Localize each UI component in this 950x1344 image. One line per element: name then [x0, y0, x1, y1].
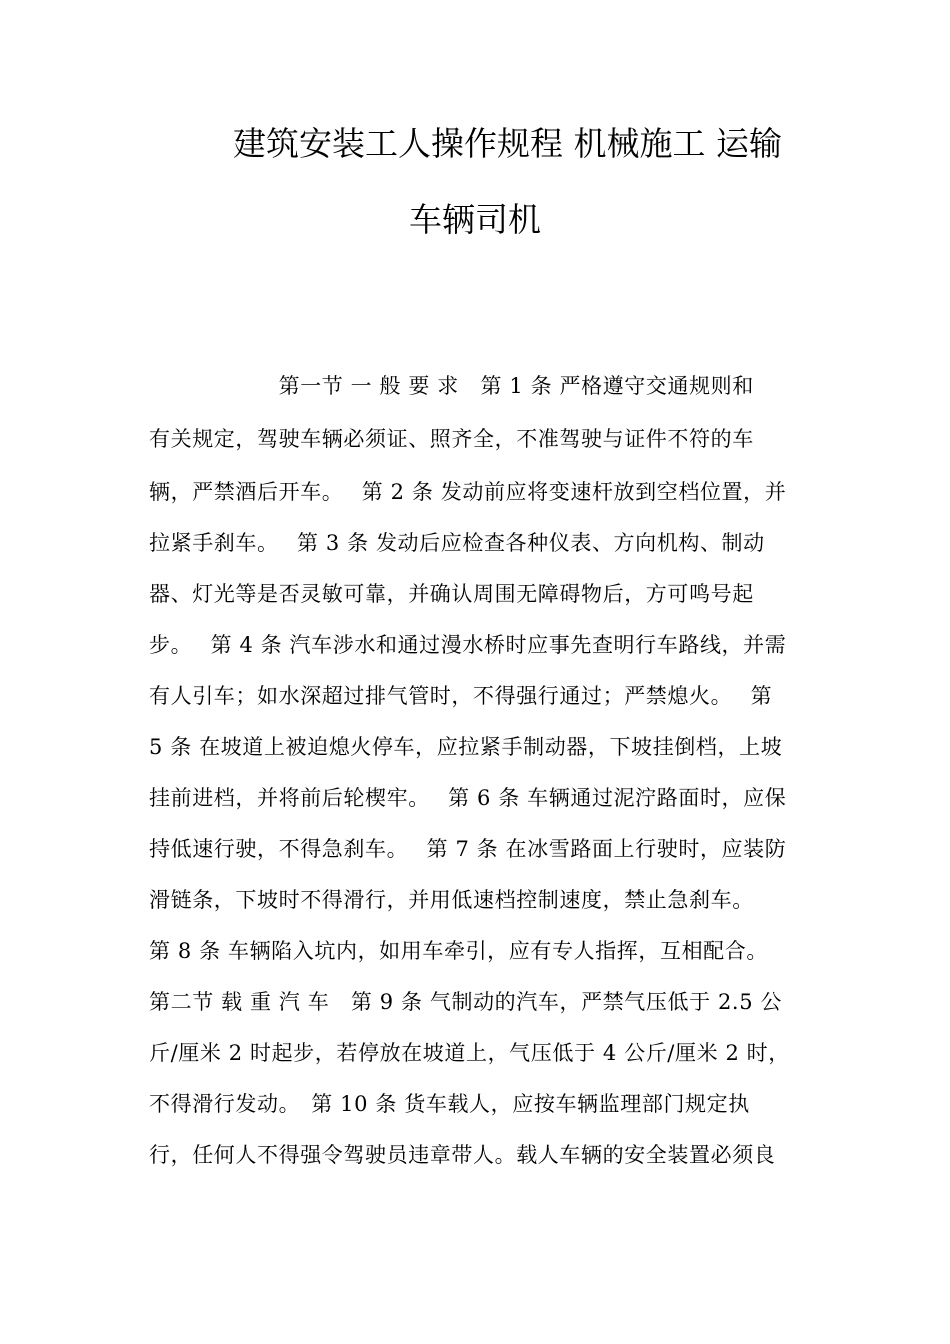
- body-line: 滑链条，下坡时不得滑行，并用低速档控制速度，禁止急刹车。: [149, 888, 754, 912]
- body-line: 第 8 条 车辆陷入坑内，如用车牵引，应有专人指挥，互相配合。: [149, 939, 768, 963]
- body-line: 第二节 载 重 汽 车 第 9 条 气制动的汽车，严禁气压低于 2.5 公: [149, 990, 783, 1014]
- body-line: 5 条 在坡道上被迫熄火停车，应拉紧手制动器，下坡挂倒档，上坡: [149, 735, 783, 759]
- body-line: 挂前进档，并将前后轮楔牢。 第 6 条 车辆通过泥泞路面时，应保: [149, 786, 787, 810]
- body-line: 不得滑行发动。 第 10 条 货车载人，应按车辆监理部门规定执: [149, 1092, 750, 1116]
- body-line: 有关规定，驾驶车辆必须证、照齐全，不准驾驶与证件不符的车: [149, 427, 754, 451]
- body-line: 拉紧手刹车。 第 3 条 发动后应检查各种仪表、方向机构、制动: [149, 531, 765, 555]
- body-line: 辆，严禁酒后开车。 第 2 条 发动前应将变速杆放到空档位置，并: [149, 480, 787, 504]
- body-line: 持低速行驶，不得急刹车。 第 7 条 在冰雪路面上行驶时，应装防: [149, 837, 787, 861]
- body-line: 有人引车；如水深超过排气管时，不得强行通过；严禁熄火。 第: [149, 684, 773, 708]
- document-title-line-1: 建筑安装工人操作规程 机械施工 运输: [233, 124, 782, 163]
- body-line: 斤/厘米 2 时起步，若停放在坡道上，气压低于 4 公斤/厘米 2 时，: [149, 1041, 790, 1065]
- body-line: 第一节 一 般 要 求 第 1 条 严格遵守交通规则和: [149, 374, 754, 398]
- body-line: 行，任何人不得强令驾驶员违章带人。载人车辆的安全装置必须良: [149, 1143, 776, 1167]
- document-title-line-2: 车辆司机: [409, 200, 541, 239]
- body-line: 步。 第 4 条 汽车涉水和通过漫水桥时应事先查明行车路线，并需: [149, 633, 787, 657]
- body-line: 器、灯光等是否灵敏可靠，并确认周围无障碍物后，方可鸣号起: [149, 582, 754, 606]
